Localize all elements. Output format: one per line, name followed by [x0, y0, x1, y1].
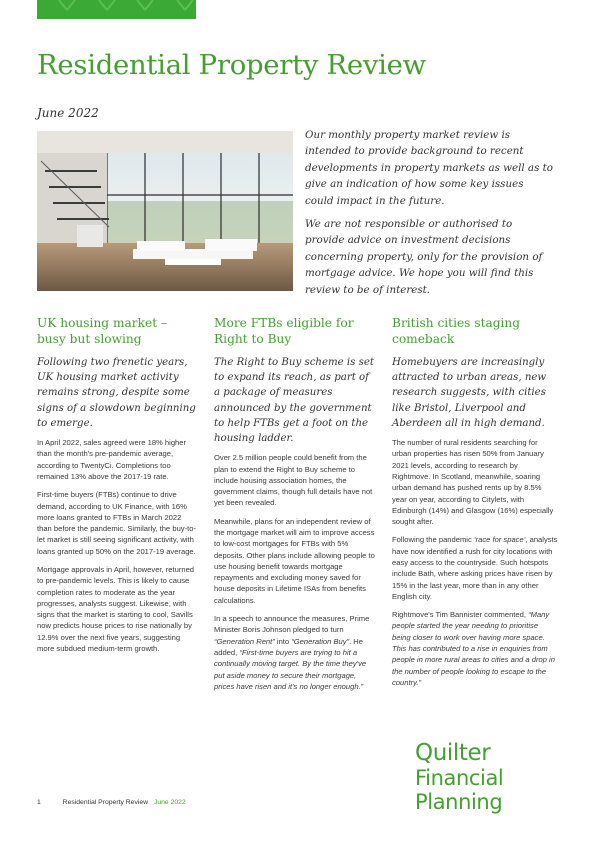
- issue-date: June 2022: [37, 106, 99, 120]
- article-lede: The Right to Buy scheme is set to expand its reach, as part of a package of measures announced by the government to help FTBs get a foot on the housing ladder.: [214, 357, 375, 445]
- intro-text: [305, 127, 555, 305]
- intro-paragraph: Our monthly property market review is intended to provide background to recent developments in property markets as well as to give an indication of how some key issues could impact in the future.: [305, 129, 553, 207]
- article-lede: Homebuyers are increasingly attracted to urban areas, new research suggests, with cities like Bristol, Liverpool and Aberdeen all in high demand.: [392, 357, 547, 429]
- article-right-to-buy: [214, 315, 376, 699]
- article-british-cities: [392, 315, 558, 695]
- logo-line: Financial: [415, 765, 504, 790]
- quilter-logo: [415, 741, 565, 815]
- interior-photo: [37, 131, 293, 291]
- article-paragraph: Meanwhile, plans for an independent review of the mortgage market will aim to improve access to low-cost mortgages for FTBs with 5% deposits. Other plans include allowing people to use housing benefit towards mortgage repayments and excluding money saved for house deposits in Lifetime ISAs from benefits calculations.: [214, 516, 375, 605]
- page-footer: [37, 799, 206, 806]
- disclaimer-paragraph: We are not responsible or authorised to provide advice on investment decisions concerning property, only for the provision of mortgage advice. We hope you will find this review to be of interest.: [305, 218, 543, 296]
- logo-line: Planning: [415, 790, 503, 814]
- article-paragraph: Following the pandemic ‘race for space’, analysts have now identified a rush for city locations with easy access to the countryside. Such hotspots include Bath, where asking prices have risen by 15% in the last year, more than in any other English city.: [392, 535, 558, 601]
- article-paragraph: Over 2.5 million people could benefit from the plan to extend the Right to Buy scheme to include housing association homes, the government claims, though full details have not yet been revealed.: [214, 453, 373, 508]
- logo-line: Quilter: [415, 740, 491, 766]
- page-title: Residential Property Review: [37, 49, 426, 81]
- top-decorative-band: [37, 0, 196, 19]
- article-uk-housing-market: [37, 315, 197, 661]
- footer-date: June 2022: [153, 799, 186, 806]
- article-lede: Following two frenetic years, UK housing market activity remains strong, despite some signs of a slowdown beginning to emerge.: [37, 357, 196, 429]
- article-heading: More FTBs eligible for Right to Buy: [214, 316, 354, 346]
- footer-title: Residential Property Review: [62, 799, 149, 806]
- article-paragraph-quote: Rightmove's Tim Bannister commented, “Many people started the year needing to prioritise being closer to work over having more space. This has contributed to a rise in enquiries from people in more rural areas to cities and a drop in the number of people looking to escape to the country.”: [392, 610, 555, 687]
- article-heading: UK housing market – busy but slowing: [37, 316, 168, 346]
- article-paragraph: In April 2022, sales agreed were 18% higher than the month's pre-pandemic average, according to TwentyCi. Completions too remained 13% above the 2017-19 rate.: [37, 438, 187, 481]
- article-paragraph-quote: In a speech to announce the measures, Prime Minister Boris Johnson pledged to turn “Generation Rent” into “Generation Buy”. He added, “First-time buyers are trying to hit a continually moving target. By the time they've put aside money to secure their mortgage, prices have risen and it's no longer enough.”: [214, 614, 370, 691]
- page-number: 1: [37, 799, 41, 806]
- article-heading: British cities staging comeback: [392, 316, 521, 346]
- article-paragraph: The number of rural residents searching for urban properties has risen 50% from January 2021 levels, according to research by Rightmove. In Scotland, meanwhile, soaring urban demand has pushed rents up by 8.5% year on year, according to Citylets, with Edinburgh (14%) and Glasgow (16%) especially sought after.: [392, 438, 554, 527]
- band-pattern-icon: [37, 0, 196, 19]
- article-paragraph: First-time buyers (FTBs) continue to drive demand, according to UK Finance, with 16% more loans granted to FTBs in March 2022 than before the pandemic. Similarly, the buy-to-let market is still seeing significant activity, with loans granted up 50% on the 2017-19 average.: [37, 490, 196, 556]
- article-paragraph: Mortgage approvals in April, however, returned to pre-pandemic levels. This is likely to cause completion rates to moderate as the year progresses, analysts suggest. Likewise, with signs that the market is starting to cool, Savills now predicts house prices to rise nationally by 12.9% over the next five years, suggesting more subdued medium-term growth.: [37, 564, 195, 654]
